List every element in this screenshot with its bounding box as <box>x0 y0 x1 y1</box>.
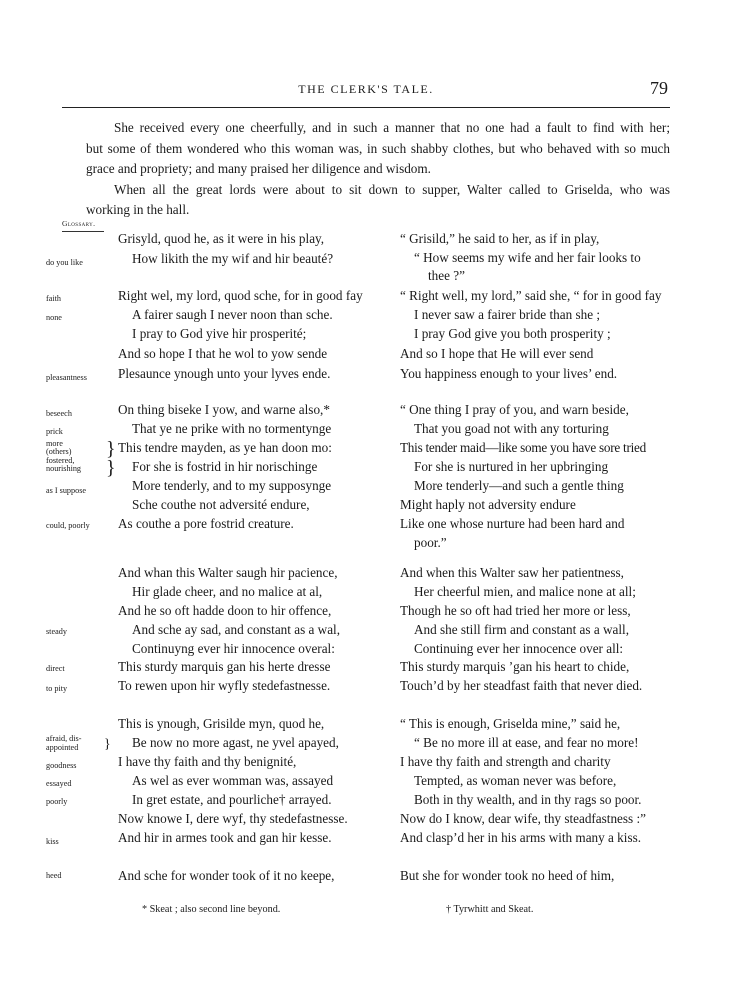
middle-english-line: This sturdy marquis gan his herte dresse <box>118 659 331 674</box>
gloss-item: steady <box>46 627 67 636</box>
modern-english-line: I never saw a fairer bride than she ; <box>414 307 601 322</box>
modern-english-line: Might haply not adversity endure <box>400 497 576 512</box>
middle-english-line: Right wel, my lord, quod sche, for in good fay <box>118 288 363 303</box>
gloss-item: to pity <box>46 684 68 693</box>
intro-paragraphs <box>86 118 670 221</box>
modern-english-line: That you goad not with any torturing <box>414 421 609 436</box>
modern-english-line: I pray God give you both prosperity ; <box>414 326 611 341</box>
header-rule <box>62 107 670 108</box>
intro-line: but some of them wondered who this woman was, in such shabby clothes, but who behaved with so much <box>86 140 670 156</box>
modern-english-line: Touch’d by her steadfast faith that never died. <box>400 678 643 693</box>
intro-line: She received every one cheerfully, and in such a manner that no one had a fault to find with her; <box>114 120 670 135</box>
modern-english-line: “ Grisild,” he said to her, as if in play, <box>400 231 600 246</box>
gloss-item: essayed <box>46 779 72 788</box>
modern-english-line: Her cheerful mien, and malice none at all; <box>414 584 636 599</box>
middle-english-line: And sche ay sad, and constant as a wal, <box>132 622 341 637</box>
gloss-item: direct <box>46 664 65 673</box>
page-header <box>62 78 670 106</box>
modern-english-line: Both in thy wealth, and in thy rags so poor. <box>414 792 642 807</box>
modern-english-line: Though he so oft had tried her more or less, <box>400 603 631 618</box>
modern-english-line: thee ?” <box>428 268 465 283</box>
middle-english-line: And so hope I that he wol to yow sende <box>118 346 328 361</box>
modern-english-line: This tender maid—like some you have sore tried <box>400 440 646 455</box>
modern-english-line: “ How seems my wife and her fair looks to <box>414 250 641 265</box>
middle-english-line: For she is fostrid in hir norischinge <box>132 459 318 474</box>
modern-english-line: And clasp’d her in his arms with many a kiss. <box>400 830 642 845</box>
middle-english-line: A fairer saugh I never noon than sche. <box>132 307 333 322</box>
middle-english-line: As wel as ever womman was, assayed <box>132 773 334 788</box>
middle-english-line: Hir glade cheer, and no malice at al, <box>132 584 323 599</box>
middle-english-line: How likith the my wif and hir beauté? <box>132 251 334 266</box>
gloss-item: could, poorly <box>46 521 90 530</box>
middle-english-line: And whan this Walter saugh hir pacience, <box>118 565 338 580</box>
modern-english-line: Like one whose nurture had been hard and <box>400 516 625 531</box>
modern-english-line: “ One thing I pray of you, and warn beside, <box>400 402 629 417</box>
middle-english-line: More tenderly, and to my supposynge <box>132 478 332 493</box>
middle-english-line: I pray to God yive hir prosperité; <box>132 326 307 341</box>
gloss-item: as I suppose <box>46 486 87 495</box>
middle-english-line: On thing biseke I yow, and warne also,* <box>118 402 330 417</box>
gloss-item: prick <box>46 427 63 436</box>
running-title: THE CLERK'S TALE. <box>298 82 434 96</box>
footnote-right: † Tyrwhitt and Skeat. <box>446 904 534 915</box>
glossary-heading: Glossary. <box>62 219 96 228</box>
middle-english-line: Continuyng ever hir innocence overal: <box>132 641 335 656</box>
modern-english-line: And she still firm and constant as a wall, <box>414 622 629 637</box>
middle-english-line: Plesaunce ynough unto your lyves ende. <box>118 366 331 381</box>
gloss-item: nourishing <box>46 464 82 473</box>
intro-line: When all the great lords were about to sit down to supper, Walter called to Griselda, who was <box>114 181 670 197</box>
gloss-item: beseech <box>46 409 72 418</box>
middle-english-line: As couthe a pore fostrid creature. <box>118 516 294 531</box>
gloss-item: fostered, <box>46 456 75 465</box>
modern-english-line: poor.” <box>414 535 447 550</box>
modern-english-line: More tenderly—and such a gentle thing <box>414 478 624 493</box>
middle-english-line: In gret estate, and pourliche† arrayed. <box>132 792 332 807</box>
middle-english-line: This tendre mayden, as ye han doon mo: <box>118 440 332 455</box>
gloss-item: (others) <box>46 447 72 456</box>
modern-english-line: For she is nurtured in her upbringing <box>414 459 609 474</box>
middle-english-line: Grisyld, quod he, as it were in his play, <box>118 231 325 246</box>
gloss-brace: } <box>106 438 116 460</box>
middle-english-line: Be now no more agast, ne yvel apayed, <box>132 735 339 750</box>
middle-english-line: Now knowe I, dere wyf, thy stedefastnesse. <box>118 811 348 826</box>
glossary-underline <box>62 231 104 232</box>
modern-english-line: But she for wonder took no heed of him, <box>400 868 615 883</box>
gloss-item: none <box>46 313 62 322</box>
middle-english-line: I have thy faith and thy benignité, <box>118 754 297 769</box>
middle-english-line: To rewen upon hir wyfly stedefastnesse. <box>118 678 331 693</box>
modern-english-line: “ Right well, my lord,” said she, “ for in good fay <box>400 288 662 303</box>
modern-english-line: “ This is enough, Griselda mine,” said he, <box>400 716 621 731</box>
gloss-item: poorly <box>46 797 68 806</box>
modern-english-line: Tempted, as woman never was before, <box>414 773 617 788</box>
modern-english-line: This sturdy marquis ’gan his heart to chide, <box>400 659 630 674</box>
gloss-item: afraid, dis- <box>46 734 82 743</box>
middle-english-line: And hir in armes took and gan hir kesse. <box>118 830 332 845</box>
intro-line: grace and propriety; and many praised her diligence and wisdom. <box>86 161 431 176</box>
page-number: 79 <box>650 78 668 98</box>
middle-english-line: And he so oft hadde doon to hir offence, <box>118 603 332 618</box>
gloss-item: more <box>46 439 63 448</box>
middle-english-line: This is ynough, Grisilde myn, quod he, <box>118 716 325 731</box>
gloss-item: appointed <box>46 743 79 752</box>
modern-english-line: You happiness enough to your lives’ end. <box>400 366 618 381</box>
middle-english-line: Sche couthe not adversité endure, <box>132 497 310 512</box>
gloss-item: faith <box>46 294 62 303</box>
modern-english-line: Continuing ever her innocence over all: <box>414 641 624 656</box>
middle-english-line: That ye ne prike with no tormentynge <box>132 421 332 436</box>
gloss-item: kiss <box>46 837 59 846</box>
gloss-item: pleasantness <box>46 373 87 382</box>
intro-line: working in the hall. <box>86 202 190 217</box>
gloss-item: do you like <box>46 258 83 267</box>
gloss-brace: } <box>106 457 116 479</box>
gloss-item: heed <box>46 871 62 880</box>
gloss-item: goodness <box>46 761 77 770</box>
modern-english-line: I have thy faith and strength and charity <box>400 754 611 769</box>
modern-english-line: And so I hope that He will ever send <box>400 346 594 361</box>
gloss-brace: } <box>104 737 111 752</box>
footnote-left: * Skeat ; also second line beyond. <box>142 904 281 915</box>
modern-english-line: Now do I know, dear wife, thy steadfastness :” <box>400 811 646 826</box>
modern-english-line: And when this Walter saw her patientness, <box>400 565 624 580</box>
middle-english-line: And sche for wonder took of it no keepe, <box>118 868 335 883</box>
modern-english-line: “ Be no more ill at ease, and fear no more! <box>414 735 639 750</box>
